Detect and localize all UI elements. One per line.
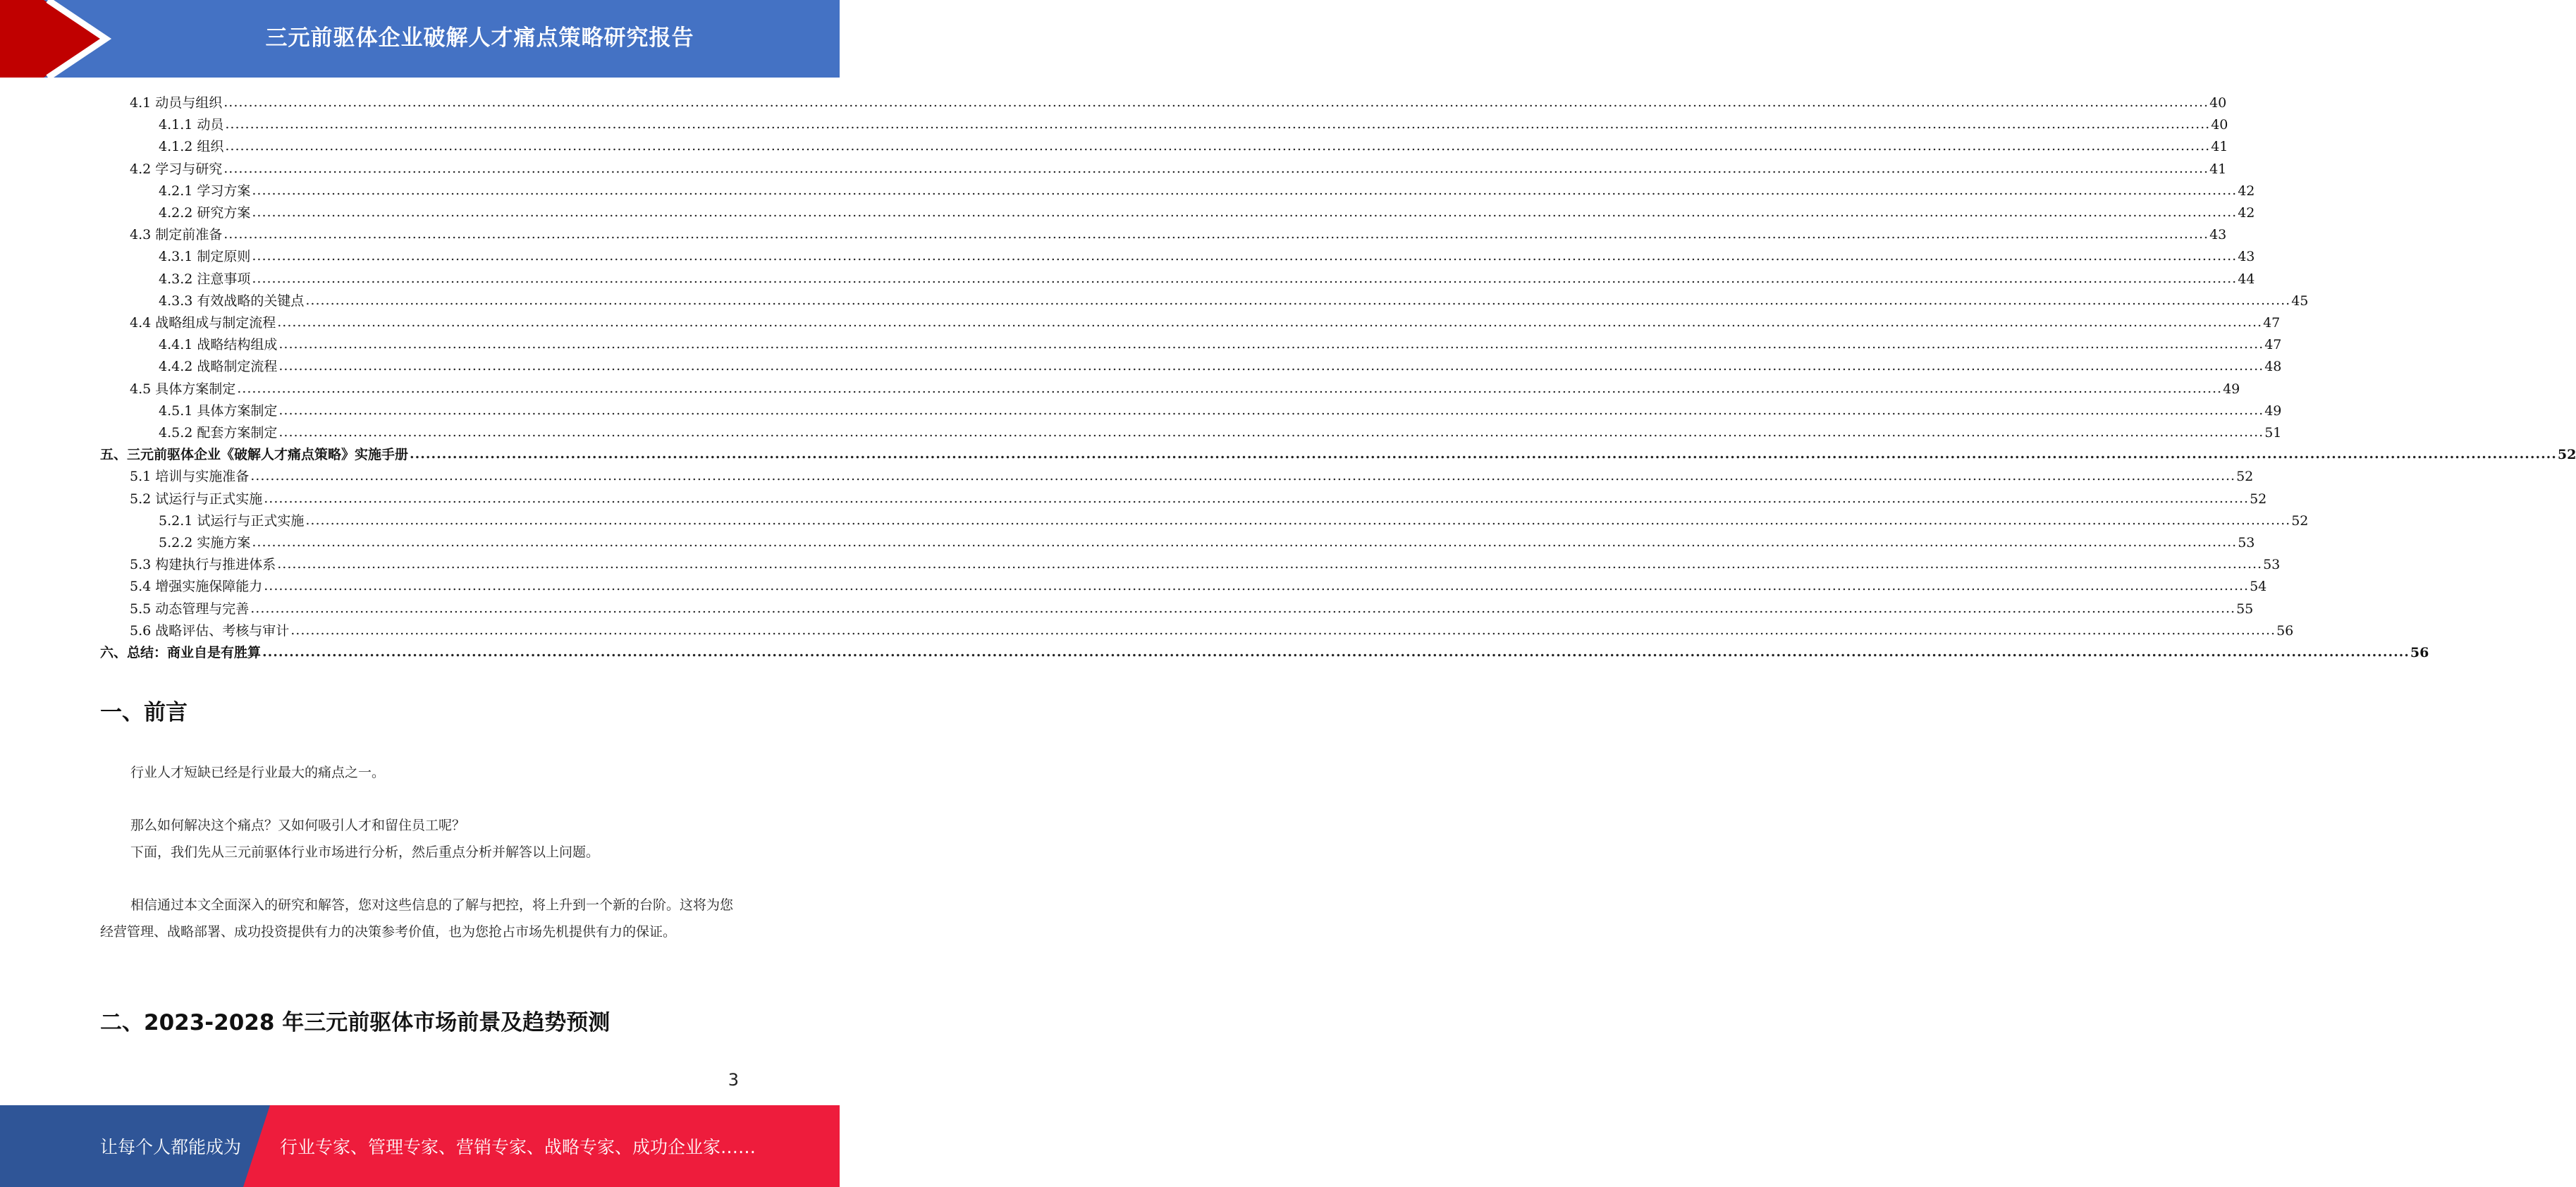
report-title: 三元前驱体企业破解人才痛点策略研究报告 — [265, 25, 694, 51]
toc-entry-page: 52 — [2557, 447, 2576, 463]
toc-entry[interactable] — [130, 596, 2254, 617]
toc-entry[interactable] — [159, 353, 2282, 375]
toc-entry-page: 41 — [2209, 161, 2227, 177]
footer-slogan-right: 行业专家、管理专家、营销专家、战略专家、成功企业家…… — [280, 1137, 756, 1157]
toc-entry-label: 4.2.2 研究方案 — [159, 205, 251, 221]
toc-entry-label: 4.4.1 战略结构组成 — [159, 337, 278, 353]
toc-entry[interactable] — [130, 617, 2294, 639]
toc-entry[interactable] — [159, 178, 2255, 199]
toc-entry-label: 5.2.2 实施方案 — [159, 535, 251, 551]
toc-leader-dots: ................................................................................................................................................................................................................................................................................................................................................................................................................ — [277, 556, 2263, 572]
toc-leader-dots: ................................................................................................................................................................................................................................................................................................................................................................................................................ — [264, 490, 2250, 506]
toc-entry-page: 48 — [2264, 359, 2282, 375]
toc-entry-page: 49 — [2223, 381, 2240, 397]
toc-entry-page: 47 — [2264, 337, 2282, 353]
toc-leader-dots: ................................................................................................................................................................................................................................................................................................................................................................................................................ — [278, 358, 2264, 374]
toc-entry-label: 4.4.2 战略制定流程 — [159, 359, 278, 375]
toc-leader-dots: ................................................................................................................................................................................................................................................................................................................................................................................................................ — [278, 402, 2264, 418]
toc-leader-dots: ................................................................................................................................................................................................................................................................................................................................................................................................................ — [225, 116, 2211, 133]
paragraph-4: 相信通过本文全面深入的研究和解答，您对这些信息的了解与把控，将上升到一个新的台阶。这将为您经营管理、战略部署、成功投资提供有力的决策参考价值，也为您抢占市场先机提供有力的保证。 — [100, 897, 734, 940]
toc-entry[interactable] — [159, 288, 2309, 309]
toc-entry[interactable] — [159, 266, 2255, 288]
toc-entry[interactable] — [159, 419, 2282, 441]
toc-leader-dots: ................................................................................................................................................................................................................................................................................................................................................................................................................ — [225, 138, 2211, 154]
toc-entry[interactable] — [159, 133, 2228, 155]
toc-entry-page: 53 — [2238, 535, 2255, 551]
toc-entry[interactable] — [159, 508, 2309, 529]
toc-entry-page: 56 — [2410, 645, 2429, 660]
toc-entry-page: 42 — [2238, 205, 2255, 221]
toc-entry-label: 5.4 增强实施保障能力 — [130, 579, 263, 595]
toc-leader-dots: ................................................................................................................................................................................................................................................................................................................................................................................................................ — [252, 204, 2238, 220]
footer-banner — [0, 1105, 840, 1187]
toc-leader-dots: ................................................................................................................................................................................................................................................................................................................................................................................................................ — [250, 468, 2236, 484]
toc-leader-dots: ................................................................................................................................................................................................................................................................................................................................................................................................................ — [252, 248, 2238, 264]
toc-entry-page: 41 — [2211, 139, 2228, 155]
toc-leader-dots: ................................................................................................................................................................................................................................................................................................................................................................................................................ — [223, 94, 2209, 110]
toc-entry-label: 4.4 战略组成与制定流程 — [130, 315, 276, 331]
toc-leader-dots: ................................................................................................................................................................................................................................................................................................................................................................................................................ — [223, 226, 2209, 242]
paragraph-1: 行业人才短缺已经是行业最大的痛点之一。 — [130, 765, 386, 780]
toc-entry[interactable] — [130, 221, 2227, 243]
toc-entry-label: 4.1 动员与组织 — [130, 95, 223, 111]
toc-entry-label: 4.3.1 制定原则 — [159, 249, 251, 265]
toc-entry-page: 56 — [2276, 622, 2294, 639]
toc-entry-label: 4.5.2 配套方案制定 — [159, 425, 278, 441]
toc-entry-label: 5.2.1 试运行与正式实施 — [159, 512, 305, 529]
toc-entry-page: 51 — [2264, 425, 2282, 441]
toc-entry-label: 4.3.3 有效战略的关键点 — [159, 293, 305, 309]
toc-entry[interactable] — [159, 111, 2228, 133]
toc-leader-dots: ................................................................................................................................................................................................................................................................................................................................................................................................................ — [305, 292, 2291, 308]
footer-slogan-left: 让每个人都能成为 — [100, 1137, 242, 1157]
toc-entry-label: 4.5 具体方案制定 — [130, 381, 236, 397]
toc-entry[interactable] — [130, 486, 2267, 508]
toc-entry-page: 52 — [2236, 469, 2254, 485]
toc-leader-dots: ................................................................................................................................................................................................................................................................................................................................................................................................................ — [237, 380, 2223, 396]
toc-entry-label: 4.2.1 学习方案 — [159, 183, 251, 199]
toc-leader-dots: ................................................................................................................................................................................................................................................................................................................................................................................................................ — [277, 314, 2263, 330]
toc-leader-dots: ................................................................................................................................................................................................................................................................................................................................................................................................................ — [278, 424, 2264, 440]
toc-leader-dots: ................................................................................................................................................................................................................................................................................................................................................................................................................ — [252, 270, 2238, 286]
toc-entry[interactable] — [130, 551, 2281, 573]
toc-entry[interactable] — [100, 441, 2576, 463]
toc-leader-dots: ................................................................................................................................................................................................................................................................................................................................................................................................................ — [410, 446, 2557, 462]
toc-entry[interactable] — [130, 463, 2254, 485]
toc-entry-page: 43 — [2209, 227, 2227, 243]
section-title-market: 二、2023-2028 年三元前驱体市场前景及趋势预测 — [100, 1010, 611, 1035]
paragraph-3: 下面，我们先从三元前驱体行业市场进行分析，然后重点分析并解答以上问题。 — [130, 844, 600, 860]
toc-entry-page: 43 — [2238, 249, 2255, 265]
toc-entry-page: 42 — [2238, 183, 2255, 199]
toc-entry[interactable] — [130, 90, 2227, 111]
toc-entry[interactable] — [159, 331, 2282, 353]
toc-entry-page: 55 — [2236, 601, 2254, 617]
toc-entry-label: 4.3.2 注意事项 — [159, 271, 251, 287]
toc-entry-page: 53 — [2263, 557, 2281, 573]
toc-entry-page: 40 — [2211, 117, 2228, 133]
toc-entry-label: 5.6 战略评估、考核与审计 — [130, 622, 290, 639]
toc-entry-label: 4.2 学习与研究 — [130, 161, 223, 177]
toc-entry[interactable] — [130, 376, 2240, 398]
toc-entry-page: 47 — [2263, 315, 2281, 331]
toc-entry-page: 40 — [2209, 95, 2227, 111]
toc-entry-page: 54 — [2250, 579, 2267, 595]
toc-entry-label: 4.3 制定前准备 — [130, 227, 223, 243]
toc-leader-dots: ................................................................................................................................................................................................................................................................................................................................................................................................................ — [250, 600, 2236, 616]
toc-entry-label: 4.1.1 动员 — [159, 117, 224, 133]
toc-entry-label: 4.1.2 组织 — [159, 139, 224, 155]
toc-leader-dots: ................................................................................................................................................................................................................................................................................................................................................................................................................ — [252, 534, 2238, 550]
toc-entry-label: 5.1 培训与实施准备 — [130, 469, 250, 485]
paragraph-2: 那么如何解决这个痛点？又如何吸引人才和留住员工呢？ — [130, 818, 466, 833]
toc-leader-dots: ................................................................................................................................................................................................................................................................................................................................................................................................................ — [252, 182, 2238, 198]
toc-entry[interactable] — [159, 529, 2255, 551]
toc-leader-dots: ................................................................................................................................................................................................................................................................................................................................................................................................................ — [223, 160, 2209, 176]
toc-leader-dots: ................................................................................................................................................................................................................................................................................................................................................................................................................ — [264, 578, 2250, 594]
toc-entry[interactable] — [159, 398, 2282, 419]
toc-entry[interactable] — [130, 573, 2267, 595]
toc-entry-label: 五、三元前驱体企业《破解人才痛点策略》实施手册 — [100, 447, 409, 463]
header-banner — [0, 0, 840, 78]
toc-leader-dots: ................................................................................................................................................................................................................................................................................................................................................................................................................ — [305, 512, 2291, 528]
toc-entry[interactable] — [100, 639, 2429, 661]
section-title-preface: 一、前言 — [100, 700, 188, 725]
toc-entry-label: 5.2 试运行与正式实施 — [130, 491, 263, 507]
toc-entry[interactable] — [130, 309, 2281, 331]
toc-entry[interactable] — [159, 199, 2255, 221]
toc-entry-label: 六、总结：商业自是有胜算 — [100, 645, 262, 660]
toc-entry-page: 45 — [2291, 293, 2309, 309]
chevron-arrow-icon — [0, 0, 113, 78]
toc-entry-label: 5.5 动态管理与完善 — [130, 601, 250, 617]
toc-entry-label: 4.5.1 具体方案制定 — [159, 402, 278, 419]
page-number: 3 — [728, 1070, 739, 1090]
toc-entry-page: 44 — [2238, 271, 2255, 287]
toc-entry-label: 5.3 构建执行与推进体系 — [130, 557, 276, 573]
toc-leader-dots: ................................................................................................................................................................................................................................................................................................................................................................................................................ — [290, 622, 2276, 638]
toc-entry[interactable] — [159, 243, 2255, 265]
toc-leader-dots: ................................................................................................................................................................................................................................................................................................................................................................................................................ — [278, 336, 2264, 352]
toc-entry-page: 52 — [2250, 491, 2267, 507]
toc-entry-page: 52 — [2291, 512, 2309, 529]
toc-entry-page: 49 — [2264, 402, 2282, 419]
toc-entry[interactable] — [130, 156, 2227, 178]
toc-leader-dots: ................................................................................................................................................................................................................................................................................................................................................................................................................ — [262, 644, 2410, 660]
